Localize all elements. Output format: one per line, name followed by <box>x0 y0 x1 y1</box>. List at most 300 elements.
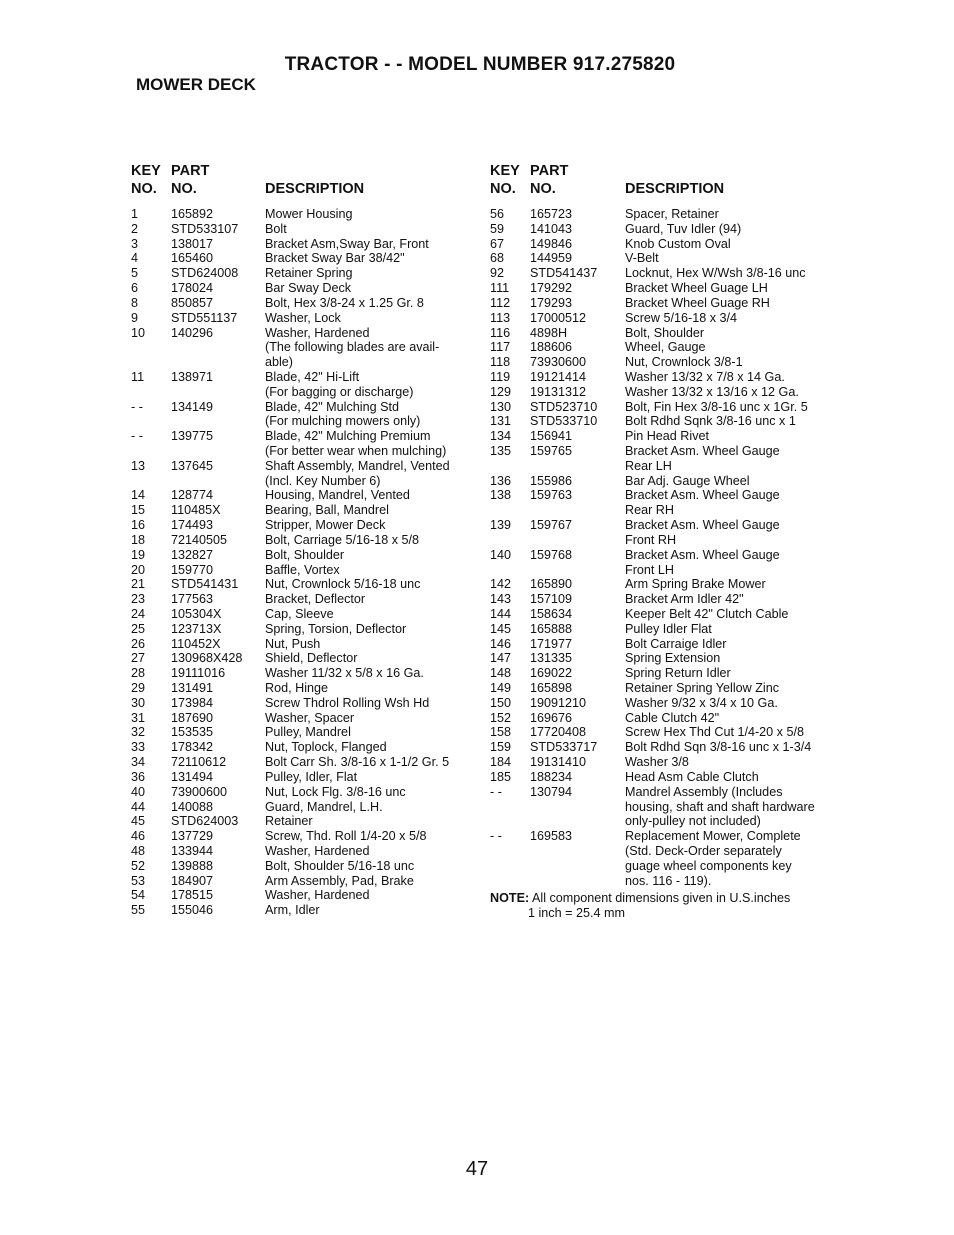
table-row <box>490 281 840 296</box>
parts-list-left <box>131 207 476 918</box>
key-number: 2 <box>131 221 139 236</box>
part-description: (The following blades are avail- <box>265 340 440 355</box>
key-number: 55 <box>131 903 146 918</box>
table-row <box>131 518 476 533</box>
part-number: 169022 <box>530 666 573 681</box>
part-description: Bolt, Shoulder 5/16-18 unc <box>265 858 415 873</box>
part-description: Guard, Mandrel, L.H. <box>265 799 383 814</box>
part-description: Retainer <box>265 814 313 829</box>
table-row <box>490 311 840 326</box>
part-description: Stripper, Mower Deck <box>265 518 386 533</box>
part-description: Pulley, Idler, Flat <box>265 769 358 784</box>
part-description: Washer 13/32 x 7/8 x 14 Ga. <box>625 369 785 384</box>
table-row <box>131 874 476 889</box>
part-number: 177563 <box>171 592 214 607</box>
table-row <box>131 725 476 740</box>
table-row <box>131 607 476 622</box>
part-description: Bracket Wheel Guage LH <box>625 281 768 296</box>
header-key-line2: NO. <box>490 181 516 197</box>
part-description: Screw 5/16-18 x 3/4 <box>625 310 738 325</box>
table-row <box>131 785 476 800</box>
table-header <box>131 162 476 198</box>
part-description: Bolt, Carriage 5/16-18 x 5/8 <box>265 532 420 547</box>
part-number: 132827 <box>171 547 214 562</box>
part-number: 159768 <box>530 547 573 562</box>
table-row <box>131 755 476 770</box>
part-description: Bolt Carraige Idler <box>625 636 727 651</box>
key-number: 112 <box>490 295 511 310</box>
part-description: Rear LH <box>625 458 672 473</box>
header-description: DESCRIPTION <box>625 181 725 197</box>
key-number: 46 <box>131 829 146 844</box>
part-description: (For bagging or discharge) <box>265 384 414 399</box>
key-number: 48 <box>131 843 146 858</box>
key-number: 143 <box>490 592 512 607</box>
part-number: 110452X <box>171 636 221 651</box>
part-number: 123713X <box>171 621 222 636</box>
key-number: 152 <box>490 710 512 725</box>
key-number: 52 <box>131 858 146 873</box>
key-number: 33 <box>131 740 146 755</box>
table-row <box>490 844 840 859</box>
key-number: 136 <box>490 473 512 488</box>
part-number: 131335 <box>530 651 573 666</box>
key-number: 26 <box>131 636 146 651</box>
part-number: 159763 <box>530 488 573 503</box>
part-description: housing, shaft and shaft hardware <box>625 799 815 814</box>
note-label: NOTE: <box>490 891 530 906</box>
part-number: 140296 <box>171 325 214 340</box>
part-description: Screw, Thd. Roll 1/4-20 x 5/8 <box>265 829 427 844</box>
table-row <box>131 503 476 518</box>
key-number: 40 <box>131 784 146 799</box>
part-number: 128774 <box>171 488 214 503</box>
table-row <box>490 666 840 681</box>
part-description: Bracket Asm,Sway Bar, Front <box>265 236 429 251</box>
part-description: Bolt, Shoulder <box>265 547 345 562</box>
key-number: 129 <box>490 384 512 399</box>
part-description: Baffle, Vortex <box>265 562 340 577</box>
key-number: 10 <box>131 325 146 340</box>
part-number: STD624008 <box>171 266 239 281</box>
table-row <box>490 266 840 281</box>
key-number: 16 <box>131 518 146 533</box>
part-description: Nut, Lock Flg. 3/8-16 unc <box>265 784 406 799</box>
table-row <box>490 429 840 444</box>
table-row <box>490 755 840 770</box>
table-row <box>131 251 476 266</box>
part-number: 850857 <box>171 295 214 310</box>
part-number: 73930600 <box>530 355 587 370</box>
table-row <box>131 563 476 578</box>
note-conversion: 1 inch = 25.4 mm <box>528 906 625 921</box>
key-number: 9 <box>131 310 139 325</box>
table-row <box>490 207 840 222</box>
table-row <box>490 355 840 370</box>
part-description: Bolt, Fin Hex 3/8-16 unc x 1Gr. 5 <box>625 399 808 414</box>
key-number: 148 <box>490 666 512 681</box>
table-row <box>131 444 476 459</box>
part-number: 140088 <box>171 799 214 814</box>
table-row <box>490 740 840 755</box>
part-number: 173984 <box>171 695 214 710</box>
part-description: Washer, Hardened <box>265 888 370 903</box>
table-row <box>490 385 840 400</box>
part-number: 178024 <box>171 281 214 296</box>
part-description: Nut, Toplock, Flanged <box>265 740 387 755</box>
header-part-line2: NO. <box>171 181 197 197</box>
table-row <box>131 281 476 296</box>
key-number: 116 <box>490 325 511 340</box>
part-description: Front RH <box>625 532 677 547</box>
key-number: 158 <box>490 725 512 740</box>
table-row <box>131 340 476 355</box>
key-number: 8 <box>131 295 139 310</box>
part-number: 159765 <box>530 444 573 458</box>
part-number: 130794 <box>530 784 573 799</box>
table-row <box>490 533 840 548</box>
part-number: 130968X428 <box>171 651 243 666</box>
part-number: 144959 <box>530 251 573 266</box>
table-row <box>131 696 476 711</box>
part-description: Nut, Crownlock 5/16-18 unc <box>265 577 421 592</box>
part-description: Washer, Hardened <box>265 325 370 340</box>
key-number: 138 <box>490 488 512 503</box>
part-number: 165892 <box>171 207 214 221</box>
part-number: 187690 <box>171 710 214 725</box>
part-number: 19131312 <box>530 384 587 399</box>
key-number: 140 <box>490 547 512 562</box>
key-number: 18 <box>131 532 146 547</box>
key-number: 15 <box>131 503 146 518</box>
part-number: 17000512 <box>530 310 587 325</box>
part-number: 155046 <box>171 903 214 918</box>
part-description: V-Belt <box>625 251 659 266</box>
table-row <box>490 814 840 829</box>
key-number: 130 <box>490 399 512 414</box>
part-description: Blade, 42" Hi-Lift <box>265 369 360 384</box>
part-number: 133944 <box>171 843 214 858</box>
part-description: Bolt Rdhd Sqnk 3/8-16 unc x 1 <box>625 414 796 429</box>
part-number: 138017 <box>171 236 214 251</box>
table-row <box>490 607 840 622</box>
table-row <box>131 711 476 726</box>
part-number: 72140505 <box>171 532 228 547</box>
key-number: 11 <box>131 369 145 384</box>
part-number: 178342 <box>171 740 214 755</box>
table-row <box>131 385 476 400</box>
part-number: 165460 <box>171 251 214 266</box>
part-description: Pulley, Mandrel <box>265 725 351 740</box>
page-number: 47 <box>465 1158 489 1180</box>
part-number: 153535 <box>171 725 214 740</box>
key-number: 31 <box>131 710 146 725</box>
part-description: Bearing, Ball, Mandrel <box>265 503 389 518</box>
key-number: 68 <box>490 251 505 266</box>
part-number: 110485X <box>171 503 221 518</box>
part-number: 131491 <box>171 681 214 695</box>
table-row <box>131 577 476 592</box>
part-number: 158634 <box>530 606 573 621</box>
parts-table-left <box>131 162 476 918</box>
part-number: 138971 <box>171 369 214 384</box>
header-part-line1: PART <box>171 163 210 179</box>
table-row <box>131 740 476 755</box>
key-number: 19 <box>131 547 146 562</box>
key-number: 117 <box>490 340 511 355</box>
table-row <box>131 355 476 370</box>
part-number: 174493 <box>171 518 214 533</box>
part-number: 188234 <box>530 769 573 784</box>
part-description: Bar Sway Deck <box>265 281 352 296</box>
key-number: 5 <box>131 266 139 281</box>
table-row <box>131 266 476 281</box>
key-number: 4 <box>131 251 139 266</box>
key-number: - - <box>490 784 502 799</box>
part-description: Locknut, Hex W/Wsh 3/8-16 unc <box>625 266 806 281</box>
part-description: nos. 116 - 119). <box>625 873 712 888</box>
part-description: guage wheel components key <box>625 858 792 873</box>
part-number: STD541431 <box>171 577 239 592</box>
key-number: 13 <box>131 458 146 473</box>
table-row <box>490 681 840 696</box>
part-description: Bracket Arm Idler 42" <box>625 592 744 607</box>
key-number: 184 <box>490 755 512 770</box>
table-row <box>131 474 476 489</box>
part-number: STD541437 <box>530 266 598 281</box>
part-description: Front LH <box>625 562 674 577</box>
table-row <box>490 488 840 503</box>
table-row <box>131 800 476 815</box>
table-row <box>490 518 840 533</box>
part-number: 19091210 <box>530 695 587 710</box>
part-number: 179293 <box>530 295 573 310</box>
part-description: Bracket Sway Bar 38/42" <box>265 251 405 266</box>
key-number: 44 <box>131 799 146 814</box>
header-part-line1: PART <box>530 163 569 179</box>
part-number: 19111016 <box>171 666 226 681</box>
part-description: Arm Spring Brake Mower <box>625 577 766 592</box>
part-number: STD624003 <box>171 814 239 829</box>
table-row <box>490 503 840 518</box>
key-number: 144 <box>490 606 512 621</box>
key-number: 146 <box>490 636 512 651</box>
part-number: 4898H <box>530 325 568 340</box>
table-row <box>490 874 840 889</box>
table-row <box>490 696 840 711</box>
part-description: Spacer, Retainer <box>625 207 719 221</box>
table-row <box>490 548 840 563</box>
part-number: 72110612 <box>171 755 227 770</box>
part-number: 188606 <box>530 340 573 355</box>
part-description: Rear RH <box>625 503 674 518</box>
part-description: Bar Adj. Gauge Wheel <box>625 473 750 488</box>
part-description: Head Asm Cable Clutch <box>625 769 759 784</box>
key-number: 118 <box>490 355 511 370</box>
key-number: 111 <box>490 281 510 296</box>
table-row <box>490 859 840 874</box>
key-number: 139 <box>490 518 512 533</box>
key-number: 67 <box>490 236 505 251</box>
key-number: 36 <box>131 769 146 784</box>
table-row <box>490 400 840 415</box>
part-number: 149846 <box>530 236 573 251</box>
header-key-line1: KEY <box>131 163 161 179</box>
table-row <box>131 370 476 385</box>
table-row <box>490 370 840 385</box>
key-number: 119 <box>490 369 511 384</box>
key-number: 92 <box>490 266 505 281</box>
part-number: 134149 <box>171 399 214 414</box>
header-key-line1: KEY <box>490 163 520 179</box>
part-number: 131494 <box>171 769 214 784</box>
key-number: 147 <box>490 651 512 666</box>
part-description: Bracket Wheel Guage RH <box>625 295 770 310</box>
part-number: 17720408 <box>530 725 587 740</box>
table-row <box>131 400 476 415</box>
table-row <box>490 800 840 815</box>
part-description: Rod, Hinge <box>265 681 329 695</box>
table-row <box>490 474 840 489</box>
table-row <box>490 829 840 844</box>
part-description: Bracket, Deflector <box>265 592 366 607</box>
key-number: 25 <box>131 621 146 636</box>
key-number: 28 <box>131 666 146 681</box>
key-number: 54 <box>131 888 146 903</box>
key-number: 113 <box>490 310 511 325</box>
part-number: STD523710 <box>530 399 598 414</box>
key-number: 32 <box>131 725 146 740</box>
table-row <box>490 222 840 237</box>
table-row <box>131 666 476 681</box>
part-number: 165898 <box>530 681 573 695</box>
table-row <box>131 592 476 607</box>
table-row <box>490 251 840 266</box>
part-description: able) <box>265 355 294 370</box>
part-description: Spring Return Idler <box>625 666 731 681</box>
part-number: 19131410 <box>530 755 587 770</box>
table-row <box>490 326 840 341</box>
part-description: Blade, 42" Mulching Premium <box>265 429 431 444</box>
key-number: 3 <box>131 236 139 251</box>
part-description: Mandrel Assembly (Includes <box>625 784 783 799</box>
part-number: 184907 <box>171 873 214 888</box>
part-description: Bolt <box>265 221 287 236</box>
table-row <box>131 903 476 918</box>
part-description: Washer 9/32 x 3/4 x 10 Ga. <box>625 695 778 710</box>
table-row <box>131 888 476 903</box>
part-description: (For mulching mowers only) <box>265 414 421 429</box>
note-text: All component dimensions given in U.S.inches <box>532 891 791 906</box>
header-description: DESCRIPTION <box>265 181 365 197</box>
key-number: 145 <box>490 621 512 636</box>
part-description: Bracket Asm. Wheel Gauge <box>625 488 780 503</box>
part-description: only-pulley not included) <box>625 814 761 829</box>
part-description: Bolt, Hex 3/8-24 x 1.25 Gr. 8 <box>265 295 424 310</box>
part-description: Washer 11/32 x 5/8 x 16 Ga. <box>265 666 424 681</box>
table-row <box>490 444 840 459</box>
part-number: STD551137 <box>171 310 238 325</box>
key-number: 150 <box>490 695 512 710</box>
key-number: 135 <box>490 444 512 458</box>
key-number: 21 <box>131 577 146 592</box>
part-description: Pin Head Rivet <box>625 429 709 444</box>
part-number: 165723 <box>530 207 573 221</box>
part-description: Spring Extension <box>625 651 721 666</box>
key-number: 131 <box>490 414 512 429</box>
table-row <box>490 459 840 474</box>
table-row <box>490 622 840 637</box>
section-title: MOWER DECK <box>136 75 256 94</box>
part-description: (Std. Deck-Order separately <box>625 843 782 858</box>
table-row <box>131 770 476 785</box>
table-row <box>131 326 476 341</box>
table-row <box>490 711 840 726</box>
part-description: Shield, Deflector <box>265 651 358 666</box>
part-number: 156941 <box>530 429 573 444</box>
header-part-line2: NO. <box>530 181 556 197</box>
table-row <box>490 237 840 252</box>
table-row <box>490 725 840 740</box>
table-header <box>490 162 840 198</box>
part-number: STD533717 <box>530 740 598 755</box>
key-number: - - <box>131 399 143 414</box>
part-description: (Incl. Key Number 6) <box>265 473 381 488</box>
part-description: Bolt Carr Sh. 3/8-16 x 1-1/2 Gr. 5 <box>265 755 450 770</box>
table-row <box>490 296 840 311</box>
part-description: Bracket Asm. Wheel Gauge <box>625 547 780 562</box>
part-description: Keeper Belt 42" Clutch Cable <box>625 606 789 621</box>
part-description: Bolt, Shoulder <box>625 325 705 340</box>
part-description: Washer, Spacer <box>265 710 355 725</box>
table-row <box>131 533 476 548</box>
part-description: Replacement Mower, Complete <box>625 829 801 844</box>
key-number: 149 <box>490 681 512 695</box>
part-number: 155986 <box>530 473 573 488</box>
table-row <box>131 222 476 237</box>
part-description: Bracket Asm. Wheel Gauge <box>625 444 780 458</box>
dimension-note <box>490 891 840 921</box>
table-row <box>490 651 840 666</box>
table-row <box>131 637 476 652</box>
table-row <box>131 207 476 222</box>
part-description: Pulley Idler Flat <box>625 621 712 636</box>
key-number: 14 <box>131 488 146 503</box>
table-row <box>131 429 476 444</box>
key-number: - - <box>490 829 502 844</box>
part-number: 179292 <box>530 281 573 296</box>
part-number: 165890 <box>530 577 573 592</box>
key-number: - - <box>131 429 143 444</box>
table-row <box>490 637 840 652</box>
key-number: 20 <box>131 562 146 577</box>
table-row <box>490 340 840 355</box>
part-number: 165888 <box>530 621 573 636</box>
part-description: Washer 3/8 <box>625 755 689 770</box>
table-row <box>131 814 476 829</box>
key-number: 30 <box>131 695 146 710</box>
table-row <box>131 414 476 429</box>
table-row <box>131 296 476 311</box>
part-number: 139775 <box>171 429 214 444</box>
table-row <box>131 681 476 696</box>
part-description: Cap, Sleeve <box>265 606 334 621</box>
table-row <box>490 785 840 800</box>
key-number: 24 <box>131 606 146 621</box>
part-description: Nut, Push <box>265 636 321 651</box>
part-number: 139888 <box>171 858 214 873</box>
part-number: 178515 <box>171 888 214 903</box>
